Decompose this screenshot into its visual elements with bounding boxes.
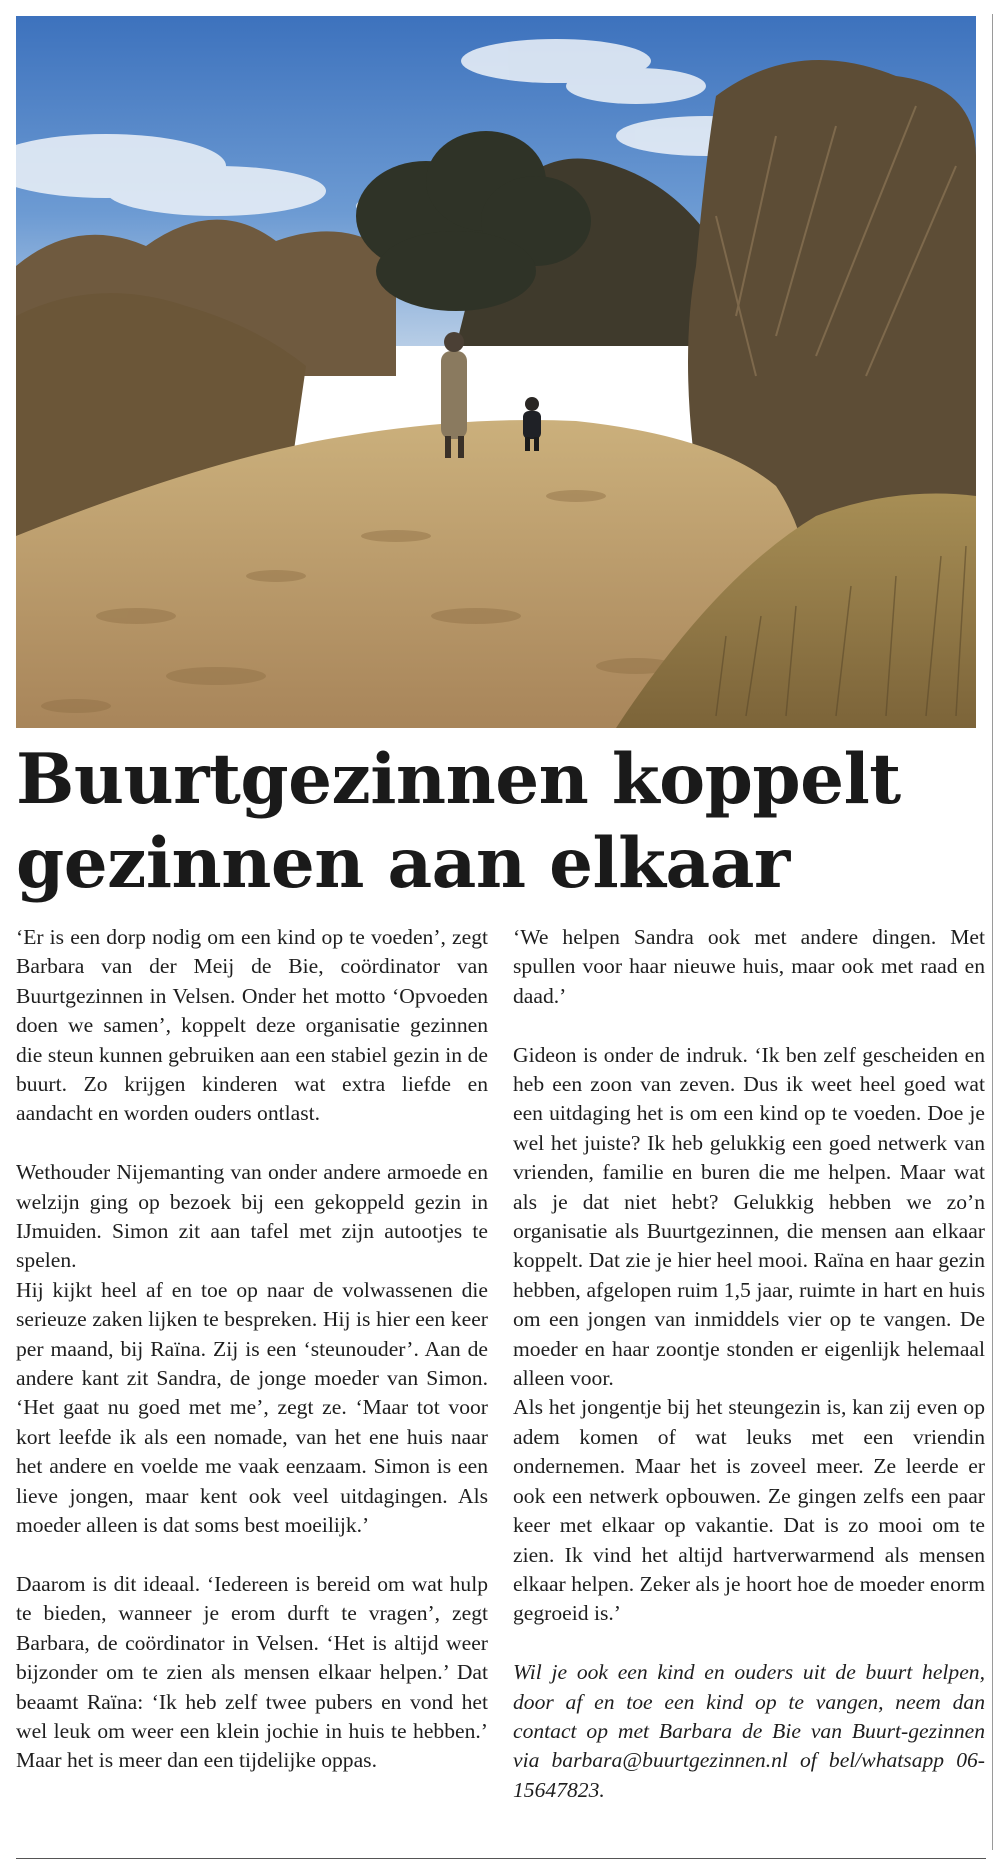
paragraph: Gideon is onder de indruk. ‘Ik ben zelf gescheiden en heb een zoon van zeven. Dus ik weet heel goed wat een uitdaging het is om een kind op te voeden. Doe je wel het juiste? Ik heb gelukkig een goed netwerk van vrienden, familie en buren die me helpen. Maar wat als je dat niet hebt? Gelukkig hebben we zo’n organisatie als Buurtgezinnen, die mensen aan elkaar koppelt. Dat zie je hier heel mooi. Raïna en haar gezin hebben, afgelopen ruim 1,5 jaar, ruimte in hart en huis om een jongen van inmiddels vier op te vangen. De moeder en haar zoontje stonden er eigenlijk helemaal alleen voor. [513, 1042, 985, 1391]
paragraph: Als het jongentje bij het steungezin is, kan zij even op adem komen of wat leuks met een vriendin ondernemen. Maar het is zoveel meer. Ze leerde er ook een netwerk opbouwen. Ze gingen zelfs een paar keer met elkaar op vakantie. Dat is zo mooi om te zien. Ik vind het altijd hartverwarmend als mensen elkaar helpen. Zeker als je hoort hoe de moeder enorm gegroeid is.’ [513, 1395, 985, 1626]
contact-info: Wil je ook een kind en ouders uit de buurt helpen, door af en toe een kind op te vangen, neem dan contact op met Barbara de Bie van Buurt-gezinnen via barbara@buurtgezinnen.nl of bel/whatsapp 06-15647823. [513, 1660, 985, 1802]
column-rule [992, 14, 993, 1850]
paragraph: Daarom is dit ideaal. ‘Iedereen is bereid om wat hulp te bieden, wanneer je erom durft te vragen’, zegt Barbara, de coördinator in Velsen. ‘Het is altijd weer bijzonder om te zien als mensen elkaar helpen.’ Dat beaamt Raïna: ‘Ik heb zelf twee pubers en vond het wel leuk om weer een klein jochie in huis te hebben.’ Maar het is meer dan een tijdelijke oppas. [16, 1571, 488, 1773]
paragraph: ‘Er is een dorp nodig om een kind op te voeden’, zegt Barbara van der Meij de Bie, coördinator van Buurtgezinnen in Velsen. Onder het motto ‘Opvoeden doen we samen’, koppelt deze organisatie gezinnen die steun kunnen gebruiken aan een stabiel gezin in de buurt. Zo krijgen kinderen wat extra liefde en aandacht en worden ouders ontlast. [16, 925, 488, 1126]
headline [16, 738, 976, 906]
article-photo [16, 16, 976, 728]
headline-line-2: gezinnen aan elkaar [16, 823, 790, 904]
paragraph: Wethouder Nijemanting van onder andere armoede en welzijn ging op bezoek bij een gekoppeld gezin in IJmuiden. Simon zit aan tafel met zijn autootjes te spelen. [16, 1160, 488, 1273]
body-column-left [16, 923, 488, 1776]
paragraph: Hij kijkt heel af en toe op naar de volwassenen die serieuze zaken lijken te bespreken. Hij is hier een keer per maand, bij Raïna. Zij is een ‘steunouder’. Aan de andere kant zit Sandra, de jonge moeder van Simon. ‘Het gaat nu goed met me’, zegt ze. ‘Maar tot voor kort leefde ik als een nomade, van het ene huis naar het andere en voelde me vaak eenzaam. Simon is een lieve jongen, maar kent ook veel uitdagingen. Als moeder alleen is dat soms best moeilijk.’ [16, 1277, 488, 1538]
bottom-rule [16, 1858, 986, 1859]
body-column-right [513, 923, 985, 1805]
headline-line-1: Buurtgezinnen koppelt [16, 739, 901, 820]
paragraph: ‘We helpen Sandra ook met andere dingen. Met spullen voor haar nieuwe huis, maar ook met raad en daad.’ [513, 925, 985, 1008]
dune-landscape-photo [16, 16, 976, 728]
